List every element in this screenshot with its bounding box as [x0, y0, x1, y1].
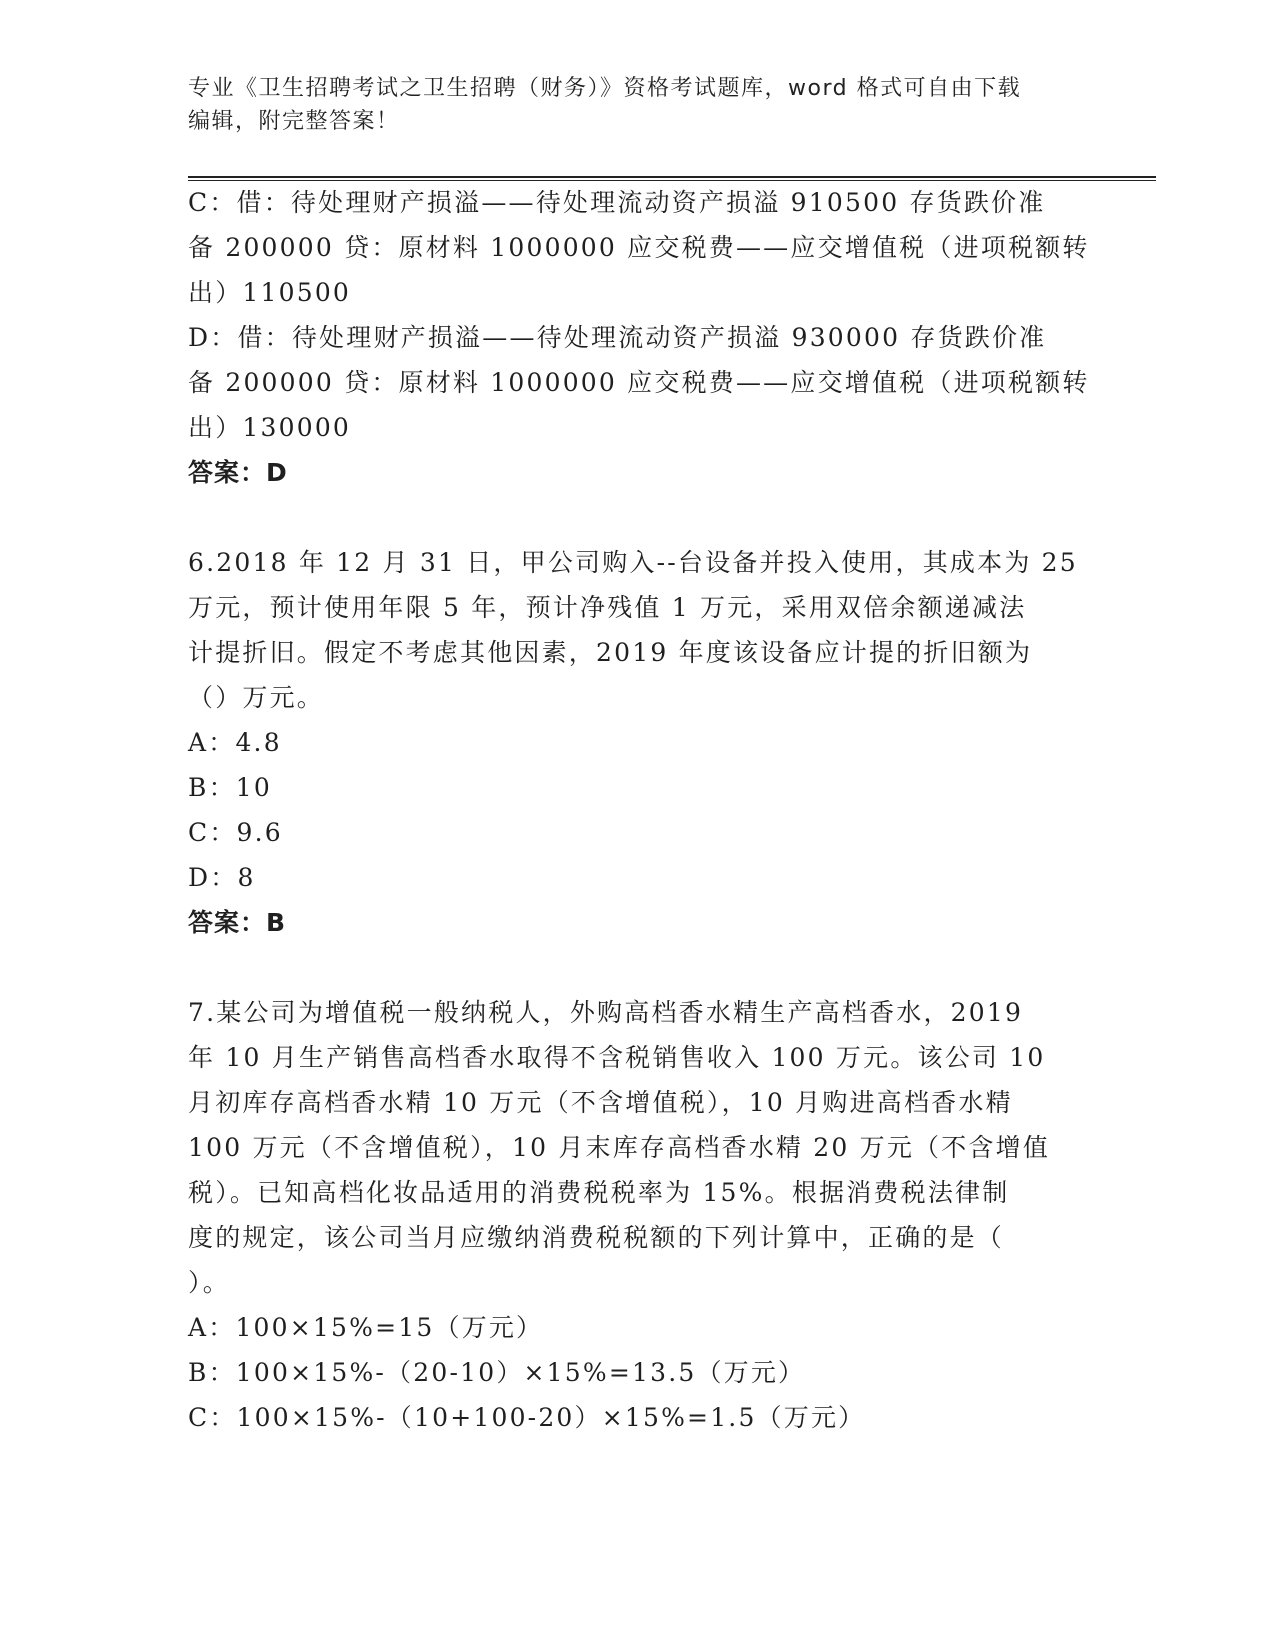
stem-line: （）万元。	[188, 683, 325, 712]
stem-line: 万元，预计使用年限 5 年，预计净残值 1 万元，采用双倍余额递减法	[188, 593, 1027, 622]
spacer	[188, 945, 1078, 990]
stem-line: 月初库存高档香水精 10 万元（不含增值税），10 月购进高档香水精	[188, 1088, 1013, 1117]
spacer	[188, 495, 1078, 540]
document-header	[188, 72, 1068, 138]
stem-line: ）。	[188, 1268, 230, 1297]
stem-line: 6.2018 年 12 月 31 日，甲公司购入--台设备并投入使用，其成本为 25	[188, 548, 1078, 577]
option-c: C：9.6	[188, 818, 283, 847]
question-7	[188, 990, 1078, 1440]
option-line: C：借：待处理财产损溢——待处理流动资产损溢 910500 存货跌价准	[188, 188, 1046, 217]
stem-line: 税）。已知高档化妆品适用的消费税税率为 15%。根据消费税法律制	[188, 1178, 1010, 1207]
question-stem	[188, 990, 1078, 1305]
option-line: D：借：待处理财产损溢——待处理流动资产损溢 930000 存货跌价准	[188, 323, 1047, 352]
stem-line: 年 10 月生产销售高档香水取得不含税销售收入 100 万元。该公司 10	[188, 1043, 1046, 1072]
document-body	[188, 180, 1090, 1440]
stem-line: 度的规定，该公司当月应缴纳消费税税额的下列计算中，正确的是（	[188, 1223, 1005, 1252]
header-line: 专业《卫生招聘考试之卫生招聘（财务）》资格考试题库，word 格式可自由下载	[188, 76, 1022, 101]
question-stem	[188, 540, 1078, 720]
option-line: 备 200000 贷：原材料 1000000 应交税费——应交增值税（进项税额转	[188, 233, 1090, 262]
option-a: A：4.8	[188, 728, 282, 757]
option-a: A：100×15%=15（万元）	[188, 1313, 544, 1342]
option-d: D：8	[188, 863, 256, 892]
question-6	[188, 540, 1078, 945]
option-c	[188, 180, 1090, 315]
answer-line: 答案：B	[188, 908, 287, 937]
stem-line: 计提折旧。假定不考虑其他因素，2019 年度该设备应计提的折旧额为	[188, 638, 1033, 667]
option-c: C：100×15%-（10+100-20）×15%=1.5（万元）	[188, 1403, 866, 1432]
option-b: B：100×15%-（20-10）×15%=13.5（万元）	[188, 1358, 806, 1387]
stem-line: 7.某公司为增值税一般纳税人，外购高档香水精生产高档香水，2019	[188, 998, 1024, 1027]
option-line: 出）130000	[188, 413, 352, 442]
prev-question	[188, 180, 1090, 495]
option-d	[188, 315, 1090, 450]
answer-line: 答案：D	[188, 458, 288, 487]
header-line: 编辑，附完整答案！	[188, 109, 400, 134]
option-b: B：10	[188, 773, 272, 802]
stem-line: 100 万元（不含增值税），10 月末库存高档香水精 20 万元（不含增值	[188, 1133, 1051, 1162]
option-line: 出）110500	[188, 278, 352, 307]
option-line: 备 200000 贷：原材料 1000000 应交税费——应交增值税（进项税额转	[188, 368, 1090, 397]
